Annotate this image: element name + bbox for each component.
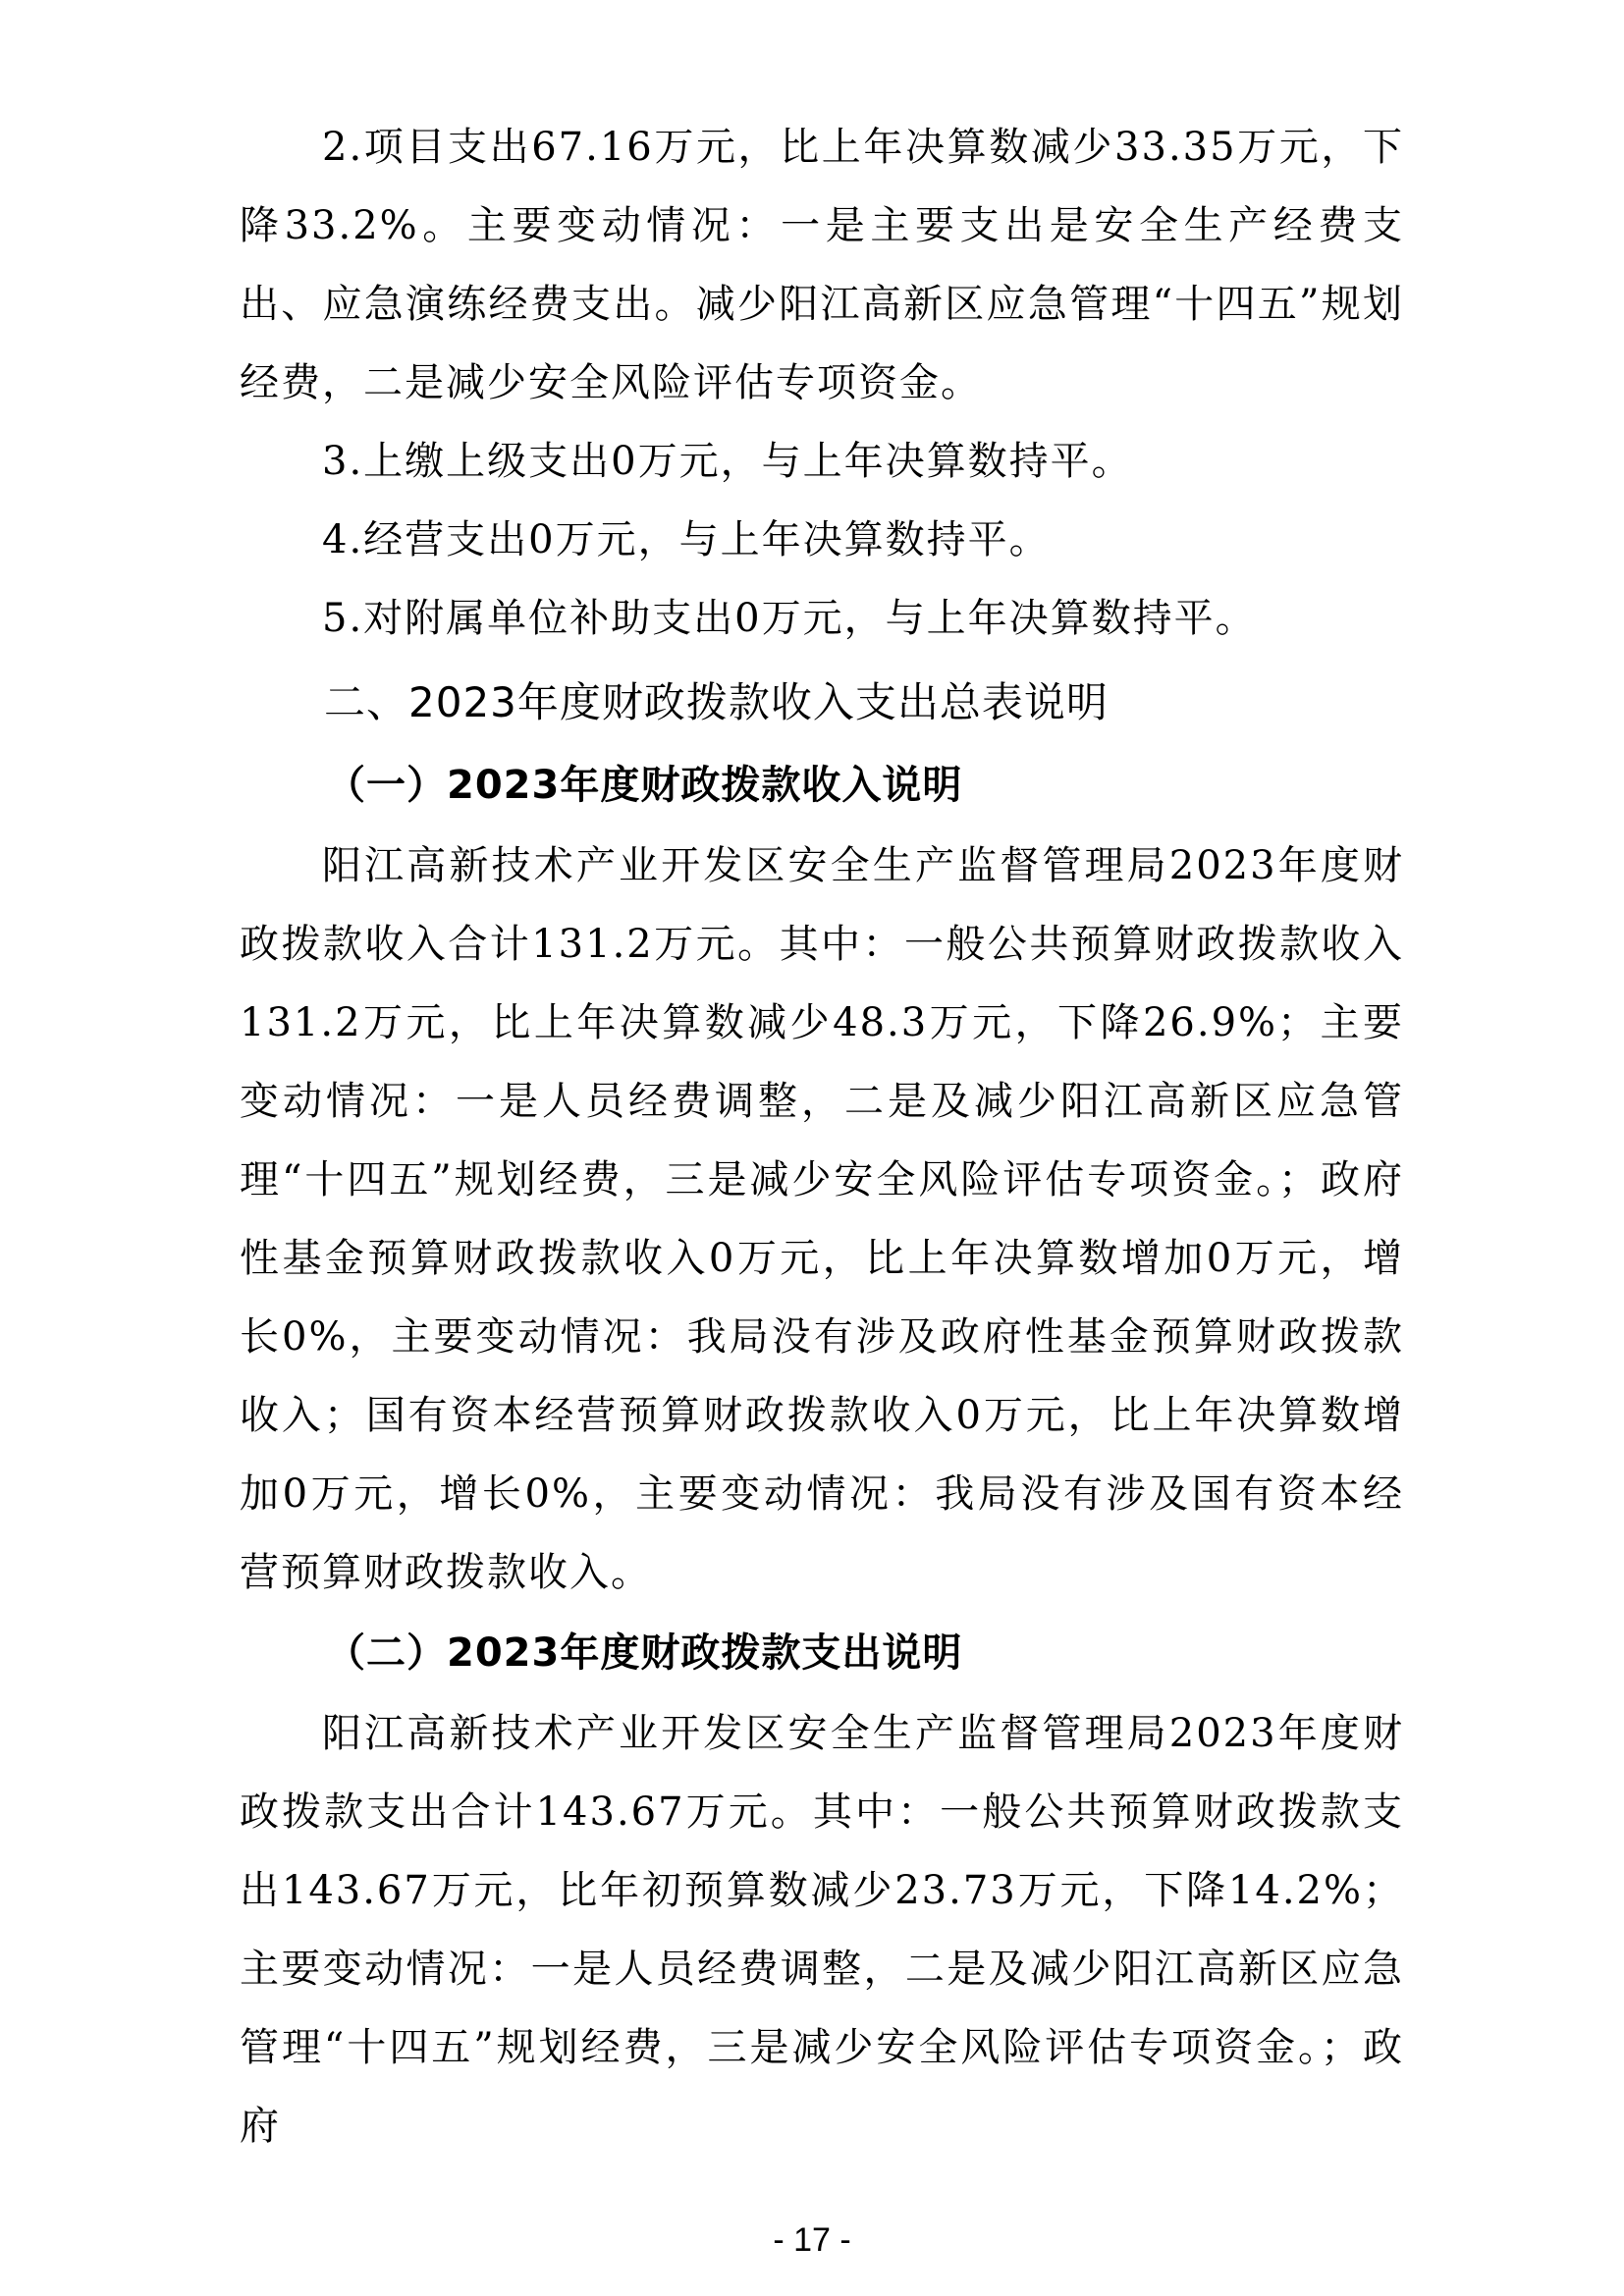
page-content <box>240 108 1404 2165</box>
list-item-project-expenditure: 2.项目支出67.16万元，比上年决算数减少33.35万元，下降33.2%。主要变动情况：一是主要支出是安全生产经费支出、应急演练经费支出。减少阳江高新区应急管理“十四五”规划经费，二是减少安全风险评估专项资金。 <box>240 125 1404 405</box>
list-item-upper-level-payment: 3.上缴上级支出0万元，与上年决算数持平。 <box>322 439 1133 484</box>
subsection-heading-fiscal-expenditure: （二）2023年度财政拨款支出说明 <box>326 1630 963 1676</box>
page-number: - 17 - <box>773 2221 851 2259</box>
list-item-operating-expenditure: 4.经营支出0万元，与上年决算数持平。 <box>322 517 1051 562</box>
paragraph-fiscal-expenditure: 阳江高新技术产业开发区安全生产监督管理局2023年度财政拨款支出合计143.67万元。其中：一般公共预算财政拨款支出143.67万元，比年初预算数减少23.73万元，下降14.2%；主要变动情况：一是人员经费调整，二是及减少阳江高新区应急管理“十四五”规划经费，三是减少安全风险评估专项资金。；政府 <box>240 1711 1404 2149</box>
subsection-heading-fiscal-income: （一）2023年度财政拨款收入说明 <box>326 763 963 808</box>
section-heading-fiscal-summary: 二、2023年度财政拨款收入支出总表说明 <box>324 678 1109 726</box>
paragraph-fiscal-income: 阳江高新技术产业开发区安全生产监督管理局2023年度财政拨款收入合计131.2万元。其中：一般公共预算财政拨款收入131.2万元，比上年决算数减少48.3万元，下降26.9%；主要变动情况：一是人员经费调整，二是及减少阳江高新区应急管理“十四五”规划经费，三是减少安全风险评估专项资金。；政府性基金预算财政拨款收入0万元，比上年决算数增加0万元，增长0%，主要变动情况：我局没有涉及政府性基金预算财政拨款收入；国有资本经营预算财政拨款收入0万元，比上年决算数增加0万元，增长0%，主要变动情况：我局没有涉及国有资本经营预算财政拨款收入。 <box>240 843 1404 1595</box>
list-item-subsidiary-subsidy: 5.对附属单位补助支出0万元，与上年决算数持平。 <box>322 596 1257 641</box>
